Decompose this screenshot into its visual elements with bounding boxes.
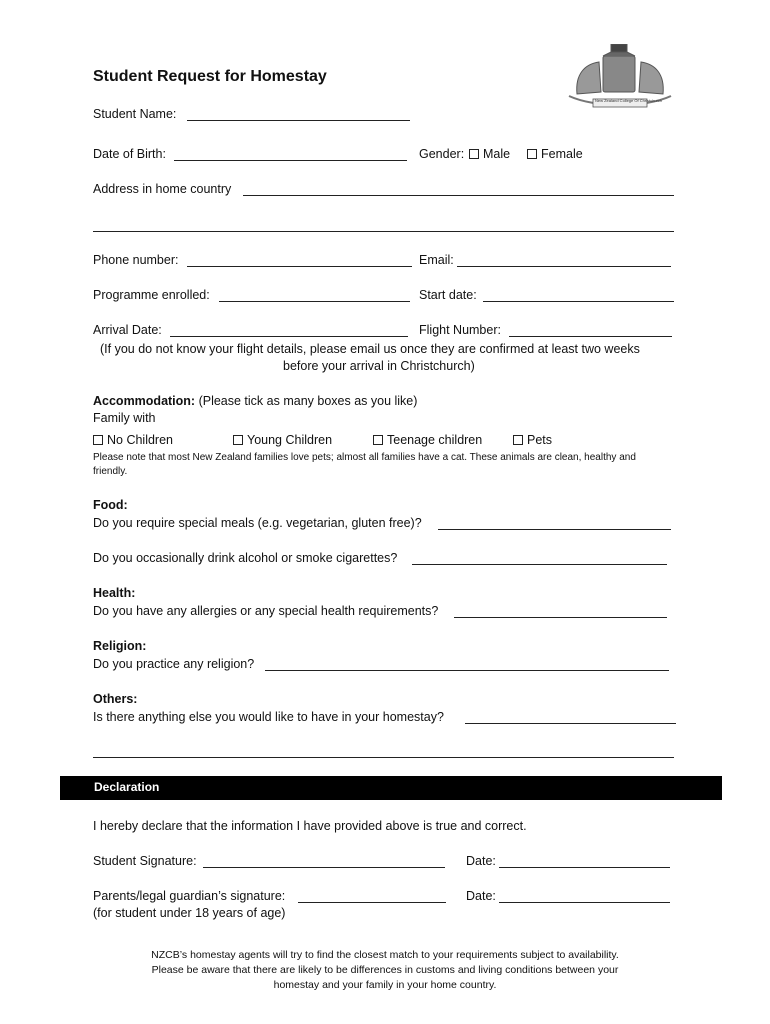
no-children-checkbox[interactable] bbox=[93, 435, 103, 445]
programme-label: Programme enrolled: bbox=[93, 288, 210, 302]
flight-note-1: (If you do not know your flight details, please email us once they are confirmed at least two weeks bbox=[100, 342, 640, 356]
male-checkbox[interactable] bbox=[469, 149, 479, 159]
teenage-children-checkbox[interactable] bbox=[373, 435, 383, 445]
student-date-label: Date: bbox=[466, 854, 496, 868]
accommodation-heading-text: Accommodation: bbox=[93, 394, 196, 408]
young-children-label: Young Children bbox=[247, 433, 333, 447]
gender-male-option[interactable] bbox=[469, 147, 510, 161]
pets-checkbox[interactable] bbox=[513, 435, 523, 445]
food-heading: Food: bbox=[93, 498, 128, 512]
flight-note-2: before your arrival in Christchurch) bbox=[283, 359, 475, 373]
food-answer-1[interactable] bbox=[438, 529, 671, 530]
female-checkbox[interactable] bbox=[527, 149, 537, 159]
pets-label: Pets bbox=[527, 433, 553, 447]
religion-heading: Religion: bbox=[93, 639, 147, 653]
declaration-bar bbox=[60, 776, 722, 800]
student-name-field[interactable] bbox=[187, 120, 410, 121]
student-date-field[interactable] bbox=[499, 867, 670, 868]
female-label: Female bbox=[541, 147, 583, 161]
accommodation-heading bbox=[93, 394, 417, 408]
student-signature-field[interactable] bbox=[203, 867, 445, 868]
parent-date-label: Date: bbox=[466, 889, 496, 903]
declaration-heading: Declaration bbox=[94, 780, 160, 794]
others-heading: Others: bbox=[93, 692, 138, 706]
parent-signature-label: Parents/legal guardian’s signature: bbox=[93, 889, 286, 903]
option-no-children[interactable] bbox=[93, 433, 173, 447]
religion-answer[interactable] bbox=[265, 670, 669, 671]
pets-note-2: friendly. bbox=[93, 466, 128, 477]
no-children-label: No Children bbox=[107, 433, 174, 447]
teenage-children-label: Teenage children bbox=[387, 433, 483, 447]
religion-question: Do you practice any religion? bbox=[93, 657, 255, 671]
start-date-label: Start date: bbox=[419, 288, 477, 302]
footer-line-2: Please be aware that there are likely to be differences in customs and living conditions between your bbox=[151, 964, 619, 976]
parent-signature-note: (for student under 18 years of age) bbox=[93, 906, 286, 920]
accommodation-instruction: (Please tick as many boxes as you like) bbox=[198, 394, 418, 408]
others-answer-line1[interactable] bbox=[465, 723, 676, 724]
pets-note-1: Please note that most New Zealand families love pets; almost all families have a cat. These animals are clean, healthy and bbox=[93, 452, 636, 463]
food-answer-2[interactable] bbox=[412, 564, 667, 565]
dob-field[interactable] bbox=[174, 160, 407, 161]
phone-label: Phone number: bbox=[93, 253, 179, 267]
arrival-field[interactable] bbox=[170, 336, 408, 337]
student-signature-label: Student Signature: bbox=[93, 854, 197, 868]
declaration-statement: I hereby declare that the information I have provided above is true and correct. bbox=[93, 819, 527, 833]
others-question: Is there anything else you would like to have in your homestay? bbox=[93, 710, 444, 724]
flight-label: Flight Number: bbox=[419, 323, 501, 337]
parent-signature-field[interactable] bbox=[298, 902, 446, 903]
address-label: Address in home country bbox=[93, 182, 232, 196]
flight-field[interactable] bbox=[509, 336, 672, 337]
footer-line-3: homestay and your family in your home country. bbox=[273, 979, 497, 991]
footer-note bbox=[100, 948, 670, 993]
health-question: Do you have any allergies or any special health requirements? bbox=[93, 604, 439, 618]
food-question-1: Do you require special meals (e.g. vegetarian, gluten free)? bbox=[93, 516, 422, 530]
health-heading: Health: bbox=[93, 586, 136, 600]
crest-icon bbox=[565, 44, 675, 112]
email-field[interactable] bbox=[457, 266, 671, 267]
male-label: Male bbox=[483, 147, 511, 161]
gender-female-option[interactable] bbox=[527, 147, 583, 161]
email-label: Email: bbox=[419, 253, 454, 267]
family-with-label: Family with bbox=[93, 411, 156, 425]
gender-label: Gender: bbox=[419, 147, 465, 161]
programme-field[interactable] bbox=[219, 301, 410, 302]
start-date-field[interactable] bbox=[483, 301, 674, 302]
option-pets[interactable] bbox=[513, 433, 552, 447]
food-question-2: Do you occasionally drink alcohol or smoke cigarettes? bbox=[93, 551, 398, 565]
parent-date-field[interactable] bbox=[499, 902, 670, 903]
phone-field[interactable] bbox=[187, 266, 412, 267]
dob-label: Date of Birth: bbox=[93, 147, 166, 161]
page-title: Student Request for Homestay bbox=[93, 68, 327, 85]
footer-line-1: NZCB’s homestay agents will try to find the closest match to your requirements subject to availability. bbox=[151, 949, 619, 961]
student-name-label: Student Name: bbox=[93, 107, 177, 121]
young-children-checkbox[interactable] bbox=[233, 435, 243, 445]
health-answer[interactable] bbox=[454, 617, 667, 618]
arrival-label: Arrival Date: bbox=[93, 323, 162, 337]
option-teenage-children[interactable] bbox=[373, 433, 482, 447]
address-field-line1[interactable] bbox=[243, 195, 674, 196]
logo-motto: New Zealand College Of Christchurch bbox=[595, 98, 663, 103]
address-field-line2[interactable] bbox=[93, 231, 674, 232]
option-young-children[interactable] bbox=[233, 433, 332, 447]
others-answer-line2[interactable] bbox=[93, 757, 674, 758]
